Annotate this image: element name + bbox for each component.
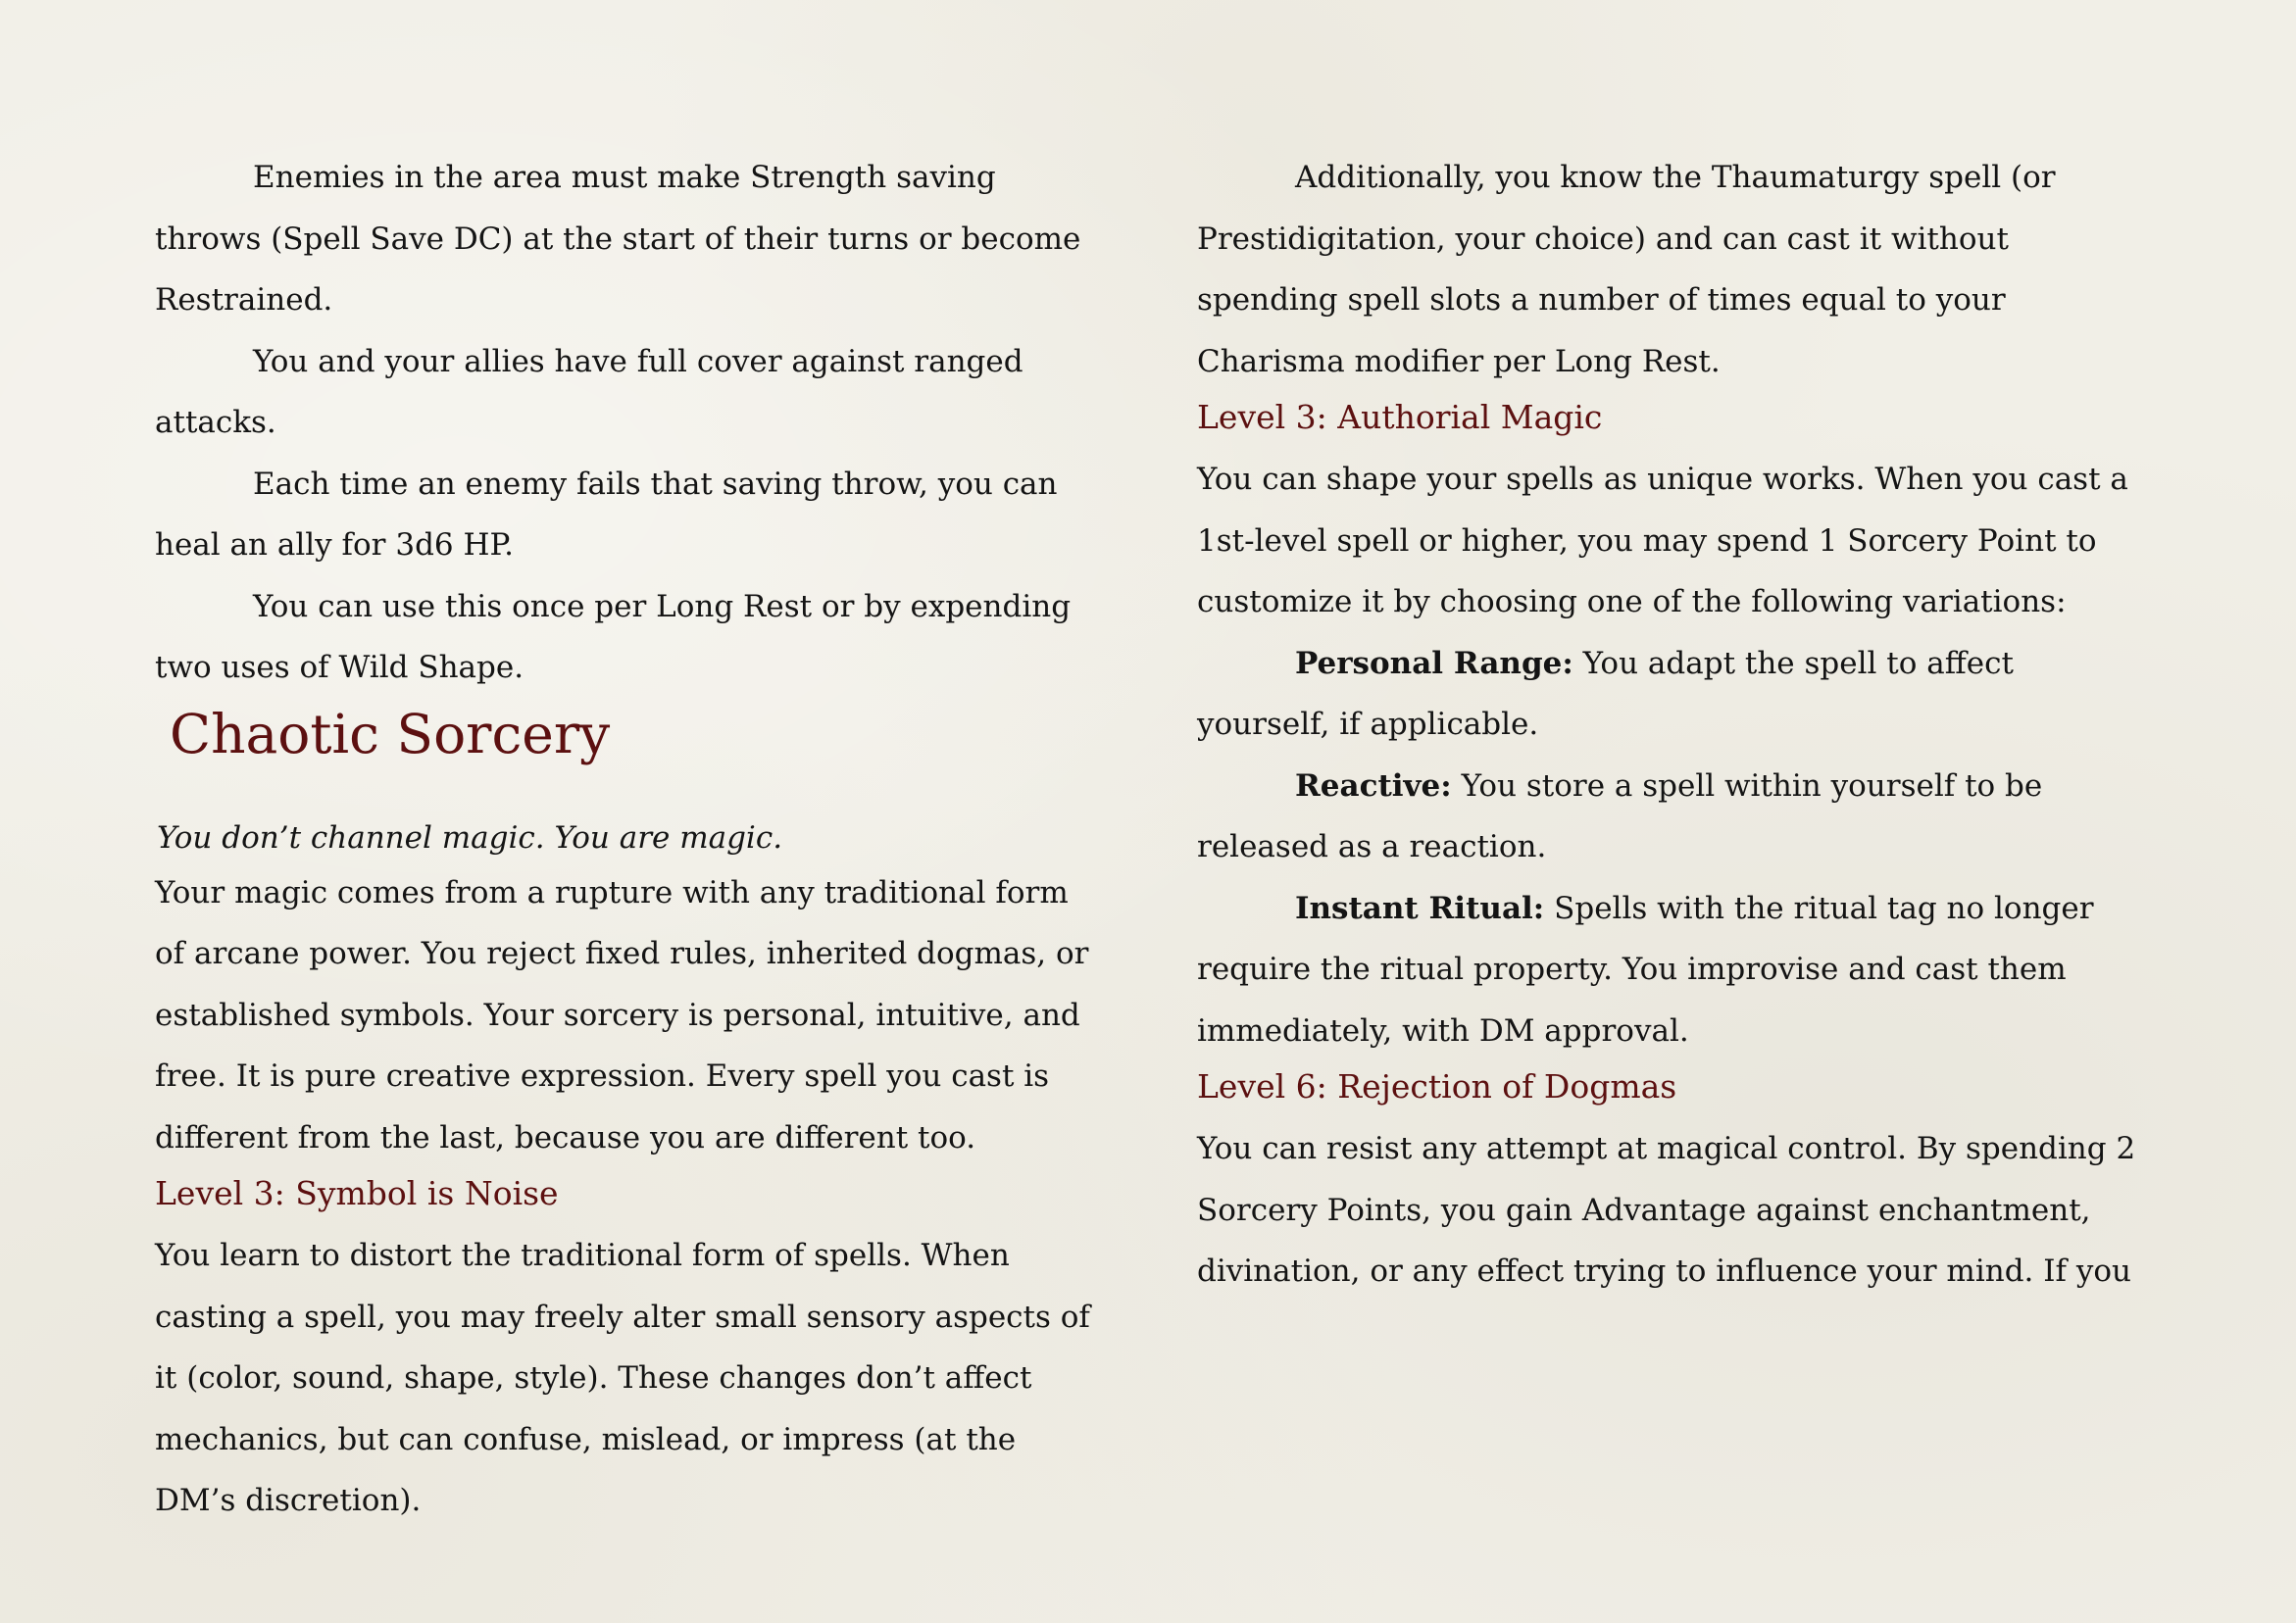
option-term: Instant Ritual: <box>1295 890 1545 926</box>
feature-title-symbol-is-noise: Level 3: Symbol is Noise <box>155 1174 559 1212</box>
intro-paragraph-thaumaturgy: Additionally, you know the Thaumaturgy spell (or Prestidigitation, your choice) and can cast it without spending spell slots a number of times equal to your Charisma modifier per Long Rest. <box>1197 160 2056 379</box>
option-text: Spells with the ritual tag no longer require the ritual property. You improvise and cast them immediately, with DM approval. <box>1197 890 2094 1049</box>
option-text: You adapt the spell to affect yourself, if applicable. <box>1197 645 2014 742</box>
option-term: Personal Range: <box>1295 645 1573 681</box>
feature-title-rejection-of-dogmas: Level 6: Rejection of Dogmas <box>1197 1067 1677 1106</box>
right-column <box>1197 147 2140 1303</box>
intro-paragraph-heal: Each time an enemy fails that saving throw, you can heal an ally for 3d6 HP. <box>155 466 1058 563</box>
intro-paragraph-restrained: Enemies in the area must make Strength saving throws (Spell Save DC) at the start of their turns or become Restrained. <box>155 160 1081 318</box>
feature-title-authorial-magic: Level 3: Authorial Magic <box>1197 398 1603 436</box>
option-personal-range <box>1197 633 2140 756</box>
intro-paragraph-usage: You can use this once per Long Rest or by expending two uses of Wild Shape. <box>155 588 1072 685</box>
option-reactive <box>1197 756 2140 878</box>
option-term: Reactive: <box>1295 767 1452 804</box>
section-title: Chaotic Sorcery <box>170 702 611 765</box>
intro-paragraph-cover: You and your allies have full cover against ranged attacks. <box>155 343 1023 440</box>
option-instant-ritual <box>1197 878 2140 1062</box>
left-column <box>155 147 1096 1532</box>
feature-text-symbol-is-noise: You learn to distort the traditional form of spells. When casting a spell, you may freely alter small sensory aspects of it (color, sound, shape, style). These changes don’t affect mechanics, but can confuse, mislead, or impress (at the DM’s discretion). <box>155 1238 1090 1518</box>
option-text: You store a spell within yourself to be released as a reaction. <box>1197 767 2043 864</box>
feature-text-rejection-of-dogmas: You can resist any attempt at magical control. By spending 2 Sorcery Points, you gain Advantage against enchantment, divination, or any effect trying to influence your mind. If you <box>1197 1131 2136 1289</box>
section-tagline: You don’t channel magic. You are magic. <box>157 819 783 856</box>
section-description: Your magic comes from a rupture with any traditional form of arcane power. You reject fixed rules, inherited dogmas, or established symbols. Your sorcery is personal, intuitive, and free. It is pure creative expression. Every spell you cast is different from the last, because you are different too. <box>155 874 1089 1156</box>
feature-text-authorial-magic: You can shape your spells as unique works. When you cast a 1st-level spell or higher, you may spend 1 Sorcery Point to customize it by choosing one of the following variations: <box>1197 462 2128 619</box>
